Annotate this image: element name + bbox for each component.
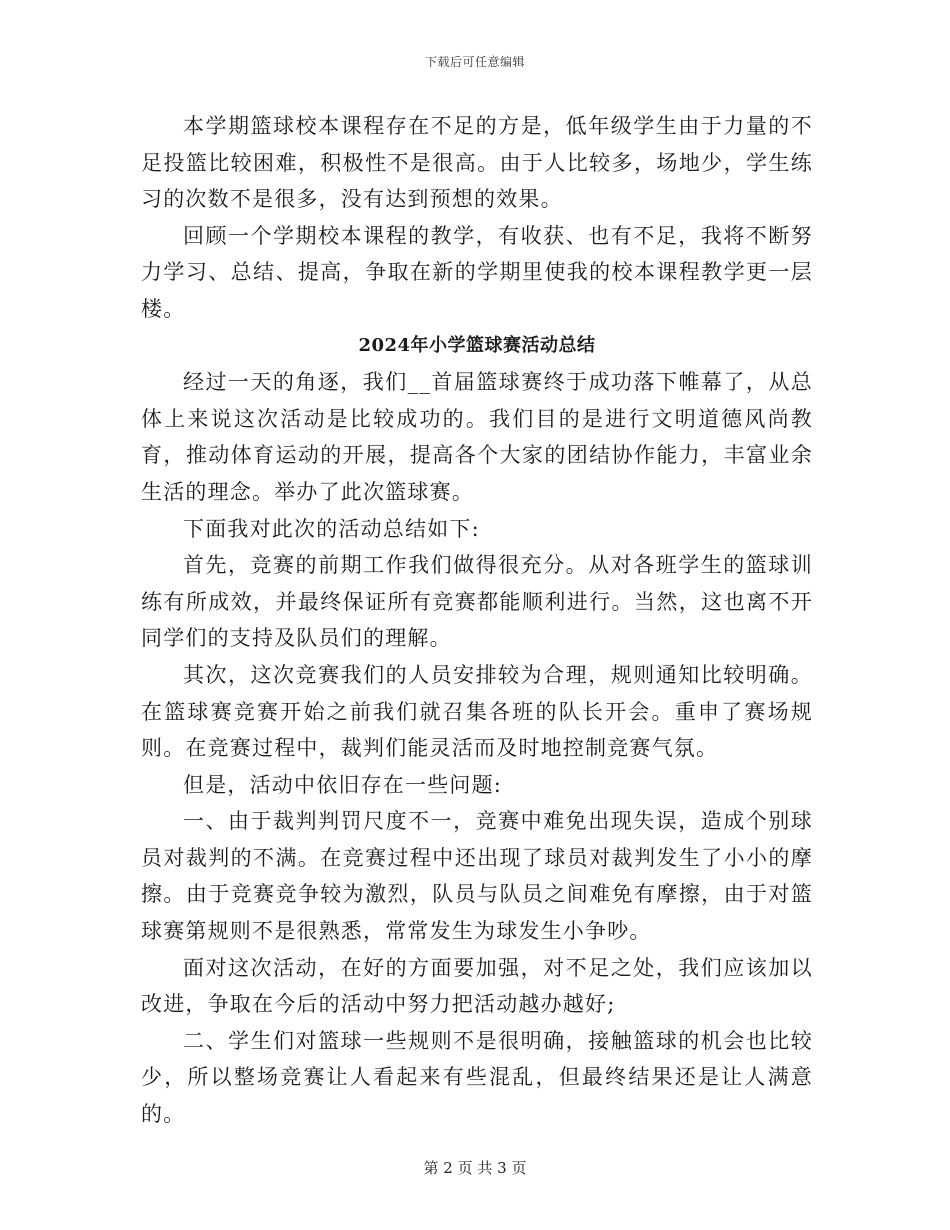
body-paragraph-4: 其次，这次竞赛我们的人员安排较为合理，规则通知比较明确。在篮球赛竞赛开始之前我们就召集各班的队长开会。重申了赛场规则。在竞赛过程中，裁判们能灵活而及时地控制竞赛气氛。 <box>141 662 813 761</box>
body-paragraph-3: 首先，竞赛的前期工作我们做得很充分。从对各班学生的篮球训练有所成效，并最终保证所有竞赛都能顺利进行。当然，这也离不开同学们的支持及队员们的理解。 <box>141 553 813 651</box>
page-header: 下载后可任意编辑 <box>424 55 525 69</box>
body-paragraph-7: 面对这次活动，在好的方面要加强，对不足之处，我们应该加以改进，争取在今后的活动中努力把活动越办越好; <box>141 955 813 1017</box>
body-paragraph-8: 二、学生们对篮球一些规则不是很明确，接触篮球的机会也比较少，所以整场竞赛让人看起来有些混乱，但最终结果还是让人满意的。 <box>141 1028 813 1127</box>
document-body <box>141 108 813 1133</box>
intro-paragraph-2: 回顾一个学期校本课程的教学，有收获、也有不足，我将不断努力学习、总结、提高，争取在新的学期里使我的校本课程教学更一层楼。 <box>141 223 813 321</box>
body-paragraph-5: 但是，活动中依旧存在一些问题: <box>183 772 503 797</box>
section-title: 2024年小学篮球赛活动总结 <box>358 334 596 356</box>
body-paragraph-6: 一、由于裁判判罚尺度不一，竞赛中难免出现失误，造成个别球员对裁判的不满。在竞赛过程中还出现了球员对裁判发生了小小的摩擦。由于竞赛竞争较为激烈，队员与队员之间难免有摩擦，由于对篮球赛第规则不是很熟悉，常常发生为球发生小争吵。 <box>141 809 813 944</box>
body-paragraph-1: 经过一天的角逐，我们__首届篮球赛终于成功落下帷幕了，从总体上来说这次活动是比较成功的。我们目的是进行文明道德风尚教育，推动体育运动的开展，提高各个大家的团结协作能力，丰富业余生活的理念。举办了此次篮球赛。 <box>141 370 813 504</box>
body-paragraph-2: 下面我对此次的活动总结如下: <box>183 516 480 541</box>
page-number-footer: 第 2 页 共 3 页 <box>423 1159 527 1177</box>
intro-paragraph-1: 本学期篮球校本课程存在不足的方是，低年级学生由于力量的不足投篮比较困难，积极性不是很高。由于人比较多，场地少，学生练习的次数不是很多，没有达到预想的效果。 <box>141 114 813 212</box>
